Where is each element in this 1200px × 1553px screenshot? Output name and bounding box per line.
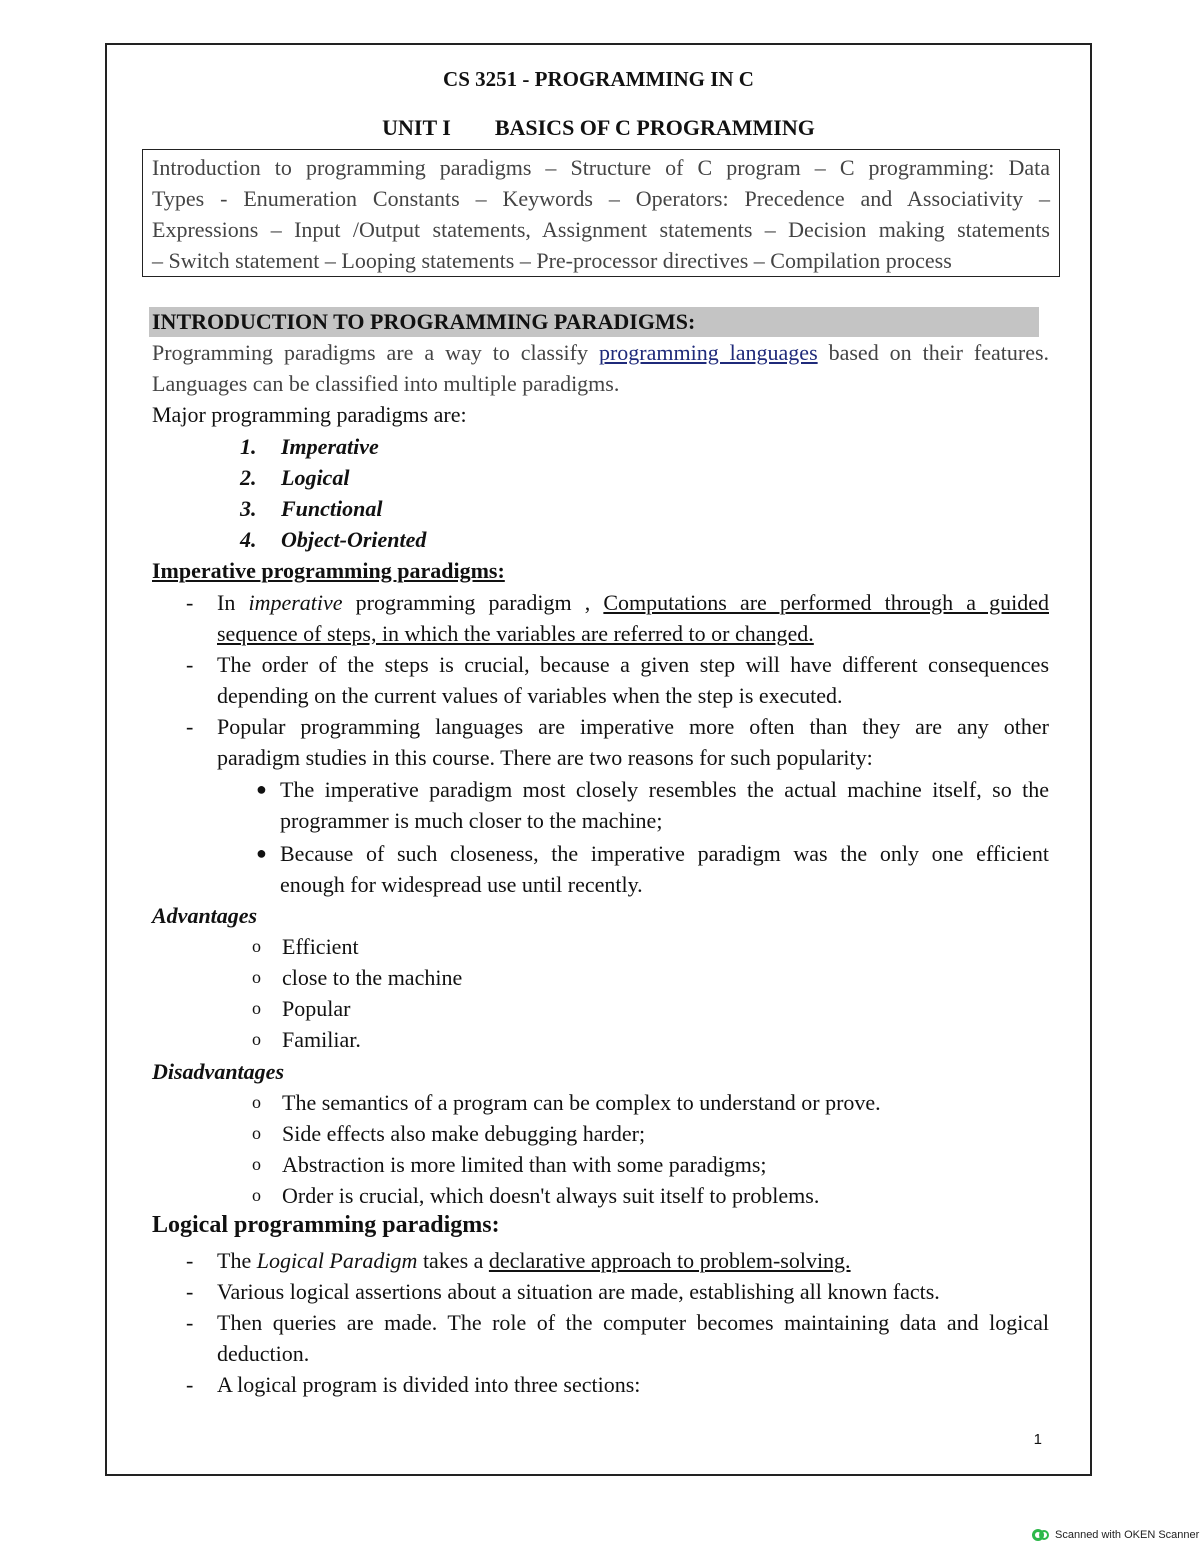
dash-marker: -	[186, 1372, 194, 1397]
bullet-marker: ●	[256, 779, 267, 799]
paradigm-num: 1.	[240, 434, 257, 459]
advantage-item: close to the machine	[282, 965, 463, 990]
imperative-para-2: The order of the steps is crucial, because a given step will have different consequences	[217, 652, 1049, 677]
logical-para-4: A logical program is divided into three sections:	[217, 1372, 641, 1397]
intro-line-2: Languages can be classified into multiple paradigms.	[152, 371, 620, 396]
dash-marker: -	[186, 1310, 194, 1335]
imperative-para-3: Popular programming languages are imperative more often than they are any other	[217, 714, 1049, 739]
paradigm-name: Functional	[281, 496, 383, 521]
circle-marker: o	[252, 1092, 261, 1112]
paradigm-name: Logical	[281, 465, 350, 490]
unit-label: UNIT I	[382, 115, 451, 140]
circle-marker: o	[252, 1123, 261, 1143]
disadvantage-item: Abstraction is more limited than with some paradigms;	[282, 1152, 767, 1177]
scanner-watermark-text: Scanned with OKEN Scanner	[1055, 1529, 1200, 1541]
paradigm-num: 3.	[240, 496, 257, 521]
imperative-heading: Imperative programming paradigms:	[152, 558, 505, 583]
disadvantage-item: Side effects also make debugging harder;	[282, 1121, 646, 1146]
syllabus-line: Types - Enumeration Constants – Keywords – Operators: Precedence and Associativity –	[152, 186, 1050, 211]
paradigm-name: Object-Oriented	[281, 527, 427, 552]
advantage-item: Familiar.	[282, 1027, 361, 1052]
circle-marker: o	[252, 1029, 261, 1049]
programming-languages-link[interactable]: programming languages	[598, 340, 818, 365]
syllabus-line: Introduction to programming paradigms – Structure of C program – C programming: Data	[152, 155, 1050, 180]
logical-para-2: Various logical assertions about a situation are made, establishing all known facts.	[217, 1279, 940, 1304]
advantages-label: Advantages	[152, 903, 258, 928]
scanner-watermark	[1031, 1528, 1199, 1542]
dash-marker: -	[186, 714, 194, 739]
intro-line-1: Programming paradigms are a way to classify programming languages based on their features.	[152, 340, 1050, 365]
major-paradigms-label: Major programming paradigms are:	[152, 402, 467, 427]
imperative-para-1-cont: sequence of steps, in which the variables are referred to or changed.	[217, 621, 814, 646]
course-title: CS 3251 - PROGRAMMING IN C	[443, 67, 754, 91]
reason-2: Because of such closeness, the imperative paradigm was the only one efficient	[280, 841, 1049, 866]
scanner-logo-icon	[1031, 1528, 1049, 1542]
disadvantage-item: The semantics of a program can be complex to understand or prove.	[282, 1090, 881, 1115]
paradigm-num: 2.	[240, 465, 257, 490]
intro-heading: INTRODUCTION TO PROGRAMMING PARADIGMS:	[149, 307, 1039, 337]
circle-marker: o	[252, 1154, 261, 1174]
document-page	[105, 43, 1092, 1476]
syllabus-line: – Switch statement – Looping statements – Pre-processor directives – Compilation process	[152, 248, 952, 273]
logical-para-3: Then queries are made. The role of the computer becomes maintaining data and logical	[217, 1310, 1049, 1335]
imperative-para-3-cont: paradigm studies in this course. There are two reasons for such popularity:	[217, 745, 873, 770]
imperative-para-1: In imperative programming paradigm , Computations are performed through a guided	[217, 590, 1049, 615]
reason-2-cont: enough for widespread use until recently.	[280, 872, 643, 897]
advantage-item: Popular	[282, 996, 351, 1021]
circle-marker: o	[252, 1185, 261, 1205]
logical-para-3-cont: deduction.	[217, 1341, 310, 1366]
paradigm-name: Imperative	[281, 434, 379, 459]
disadvantages-label: Disadvantages	[152, 1059, 284, 1084]
reason-1-cont: programmer is much closer to the machine;	[280, 808, 663, 833]
page-number: 1	[1033, 1431, 1042, 1448]
circle-marker: o	[252, 936, 261, 956]
bullet-marker: ●	[256, 843, 267, 863]
dash-marker: -	[186, 1279, 194, 1304]
circle-marker: o	[252, 998, 261, 1018]
circle-marker: o	[252, 967, 261, 987]
dash-marker: -	[186, 652, 194, 677]
dash-marker: -	[186, 590, 194, 615]
imperative-para-2-cont: depending on the current values of variables when the step is executed.	[217, 683, 843, 708]
advantage-item: Efficient	[282, 934, 359, 959]
logical-para-1: The Logical Paradigm takes a declarative approach to problem-solving.	[217, 1248, 851, 1273]
dash-marker: -	[186, 1248, 194, 1273]
unit-title: BASICS OF C PROGRAMMING	[494, 115, 815, 140]
logical-heading: Logical programming paradigms:	[152, 1212, 500, 1238]
paradigm-num: 4.	[240, 527, 257, 552]
syllabus-box	[142, 149, 1060, 277]
reason-1: The imperative paradigm most closely resembles the actual machine itself, so the	[280, 777, 1049, 802]
syllabus-line: Expressions – Input /Output statements, Assignment statements – Decision making statements	[152, 217, 1050, 242]
disadvantage-item: Order is crucial, which doesn't always suit itself to problems.	[282, 1183, 820, 1208]
unit-heading	[107, 115, 1090, 141]
